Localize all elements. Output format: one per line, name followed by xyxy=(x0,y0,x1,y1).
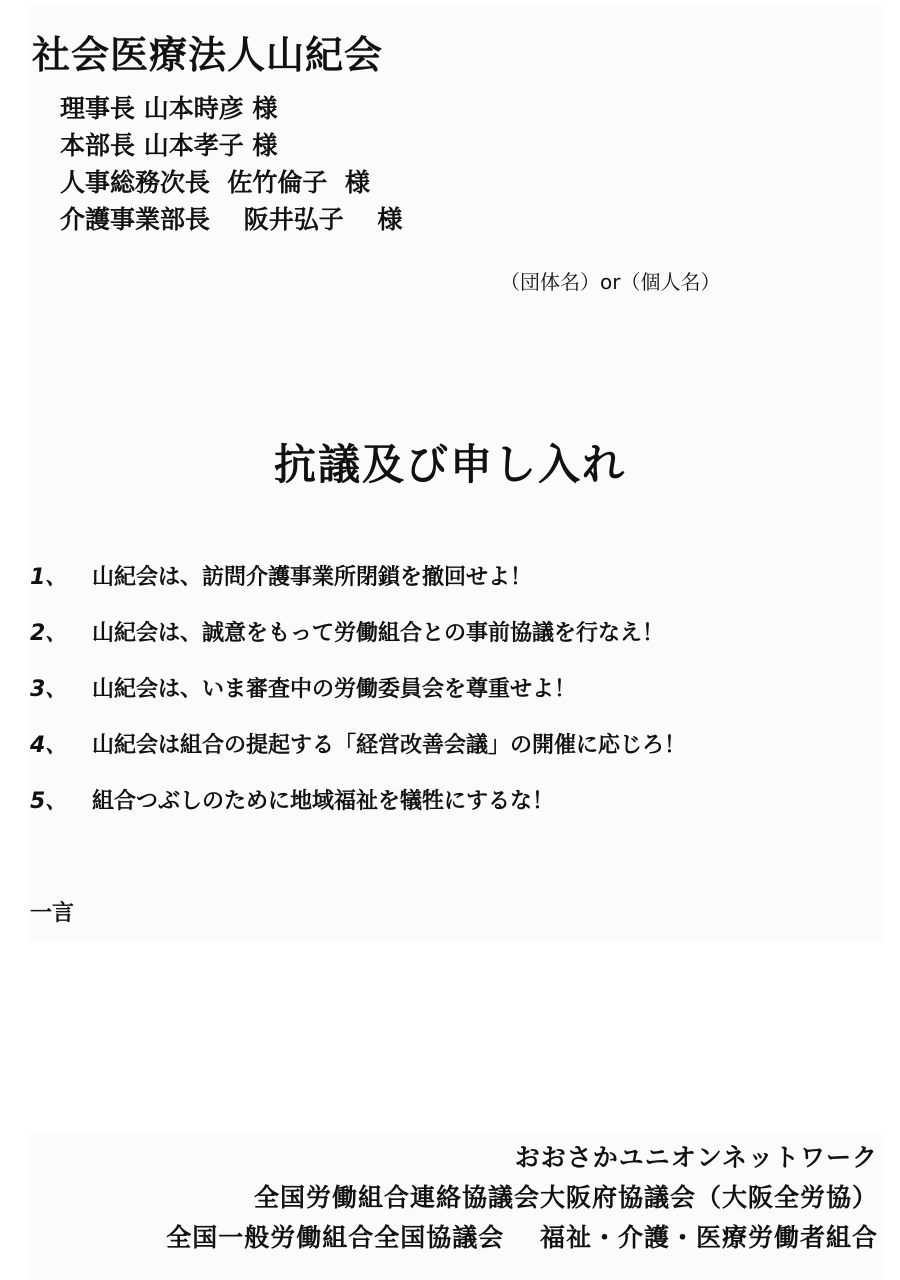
demand-item xyxy=(30,614,686,670)
demand-number: 2、 xyxy=(30,621,68,646)
demand-text: 山紀会は、いま審査中の労働委員会を尊重せよ！ xyxy=(92,677,577,702)
demand-item xyxy=(30,558,686,614)
demand-item xyxy=(30,782,686,838)
sender-name-placeholder: （団体名）or（個人名） xyxy=(500,270,721,294)
recipient-care-division-head: 介護事業部長 阪井弘子 様 xyxy=(60,205,403,234)
recipient-chairman: 理事長 山本時彦 様 xyxy=(60,94,278,123)
demand-number: 4、 xyxy=(30,733,68,758)
signatory-osaka-union-network: おおさかユニオンネットワーク xyxy=(514,1143,878,1172)
signatory-osaka-zenrokyo: 全国労働組合連絡協議会大阪府協議会（大阪全労協） xyxy=(253,1183,878,1212)
demand-number: 1、 xyxy=(30,565,68,590)
demand-list xyxy=(30,558,686,838)
organization-name: 社会医療法人山紀会 xyxy=(32,33,384,77)
demand-number: 5、 xyxy=(30,789,68,814)
demand-text: 山紀会は組合の提起する「経営改善会議」の開催に応じろ！ xyxy=(92,733,687,758)
comment-label: 一言 xyxy=(30,901,75,926)
recipient-hr-deputy-director: 人事総務次長 佐竹倫子 様 xyxy=(60,168,370,197)
demand-text: 山紀会は、訪問介護事業所閉鎖を撤回せよ！ xyxy=(92,565,533,590)
recipient-list xyxy=(60,90,402,238)
document-title: 抗議及び申し入れ xyxy=(273,440,626,489)
recipient-head-of-headquarters: 本部長 山本孝子 様 xyxy=(60,131,278,160)
demand-text: 組合つぶしのために地域福祉を犠牲にするな！ xyxy=(92,789,555,814)
demand-text: 山紀会は、誠意をもって労働組合との事前協議を行なえ！ xyxy=(92,621,665,646)
demand-item xyxy=(30,726,686,782)
signatory-list xyxy=(166,1138,878,1258)
demand-item xyxy=(30,670,686,726)
demand-number: 3、 xyxy=(30,677,68,702)
signatory-welfare-care-medical-union: 全国一般労働組合全国協議会 福祉・介護・医療労働者組合 xyxy=(166,1223,878,1252)
